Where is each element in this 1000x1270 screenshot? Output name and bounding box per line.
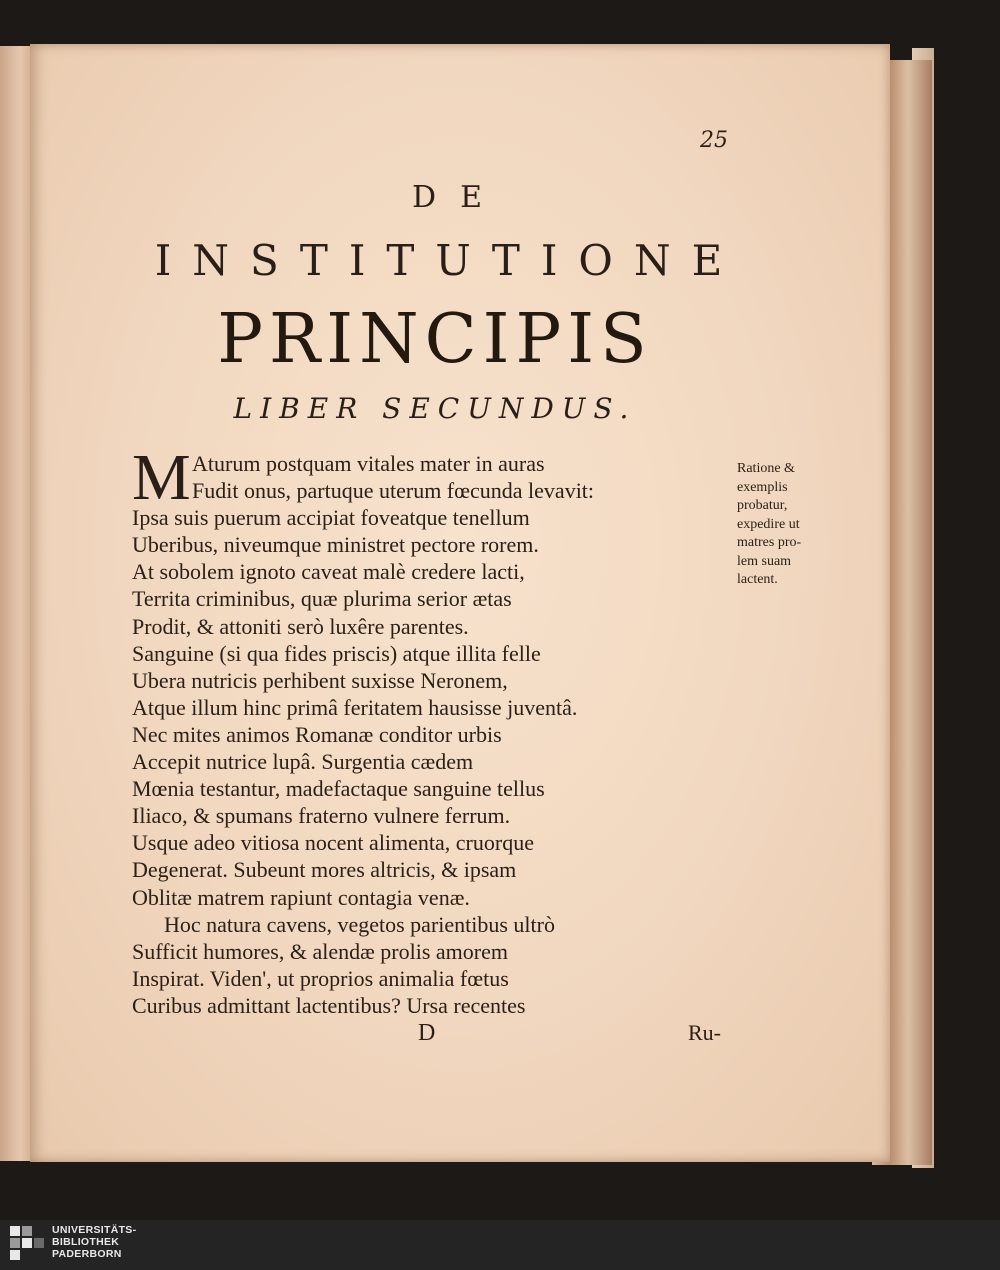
library-name-line: BIBLIOTHEK: [52, 1236, 120, 1248]
catchword: Ru-: [688, 1020, 721, 1045]
verse-line: Prodit, & attoniti serò luxêre parentes.: [132, 613, 469, 639]
verse-line: Sanguine (si qua fides priscis) atque illita felle: [132, 640, 541, 666]
verse-line: Fudit onus, partuque uterum fœcunda levavit:: [192, 478, 595, 504]
verse-line: Degenerat. Subeunt mores altricis, & ipsam: [132, 857, 517, 883]
title-principis: PRINCIPIS: [217, 300, 653, 379]
verse-line: Uberibus, niveumque ministret pectore rorem.: [132, 532, 539, 558]
verse-line: Territa criminibus, quæ plurima serior ætas: [132, 586, 512, 612]
verse-line: Sufficit humores, & alendæ prolis amorem: [132, 938, 508, 964]
verse-line: Ipsa suis puerum accipiat foveatque tenellum: [132, 505, 530, 531]
verse-line: Ubera nutricis perhibent suxisse Neronem,: [132, 667, 508, 693]
marginal-note-line: expedire ut: [737, 516, 800, 532]
library-footer: [0, 1220, 1000, 1270]
verse-line: Atque illum hinc primâ feritatem hausisse juventâ.: [132, 694, 578, 720]
marginal-note-line: Ratione &: [737, 461, 795, 476]
verse-line: Nec mites animos Romanæ conditor urbis: [132, 721, 502, 747]
book-subtitle: LIBER SECUNDUS.: [233, 392, 637, 425]
marginal-note-line: lem suam: [737, 553, 792, 569]
signature-mark: D: [418, 1020, 436, 1046]
verse-line: Accepit nutrice lupâ. Surgentia cædem: [132, 749, 474, 775]
verse-line: Inspirat. Viden', ut proprios animalia fœtus: [132, 965, 509, 991]
verse-line: Iliaco, & spumans fraterno vulnere ferrum.: [132, 803, 511, 829]
marginal-note-line: exemplis: [737, 479, 788, 495]
title-de: DE: [412, 180, 506, 215]
library-name-line: PADERBORN: [52, 1248, 122, 1260]
verse-line: Curibus admittant lactentibus? Ursa recentes: [132, 992, 526, 1018]
drop-cap: M: [132, 441, 191, 514]
marginal-note-line: lactent.: [737, 572, 778, 587]
university-library-logo-icon: [8, 1224, 48, 1264]
verse-line: Hoc natura cavens, vegetos parientibus ultrò: [164, 911, 555, 937]
verse-line: Oblitæ matrem rapiunt contagia venæ.: [132, 884, 470, 910]
library-name: [52, 1224, 136, 1260]
verse-line: Mœnia testantur, madefactaque sanguine tellus: [132, 776, 545, 802]
verse-line: At sobolem ignoto caveat malè credere lacti,: [132, 559, 525, 585]
title-institutione: INSTITUTIONE: [154, 236, 744, 285]
verse-line: Aturum postquam vitales mater in auras: [192, 451, 545, 476]
verse-block: [132, 441, 732, 1019]
library-name-line: UNIVERSITÄTS-: [52, 1224, 137, 1236]
marginal-note-line: matres pro-: [737, 535, 802, 550]
page-number: 25: [700, 128, 728, 153]
marginal-note: [737, 460, 825, 590]
marginal-note-line: probatur,: [737, 498, 788, 513]
verse-line: Usque adeo vitiosa nocent alimenta, cruorque: [132, 830, 534, 856]
